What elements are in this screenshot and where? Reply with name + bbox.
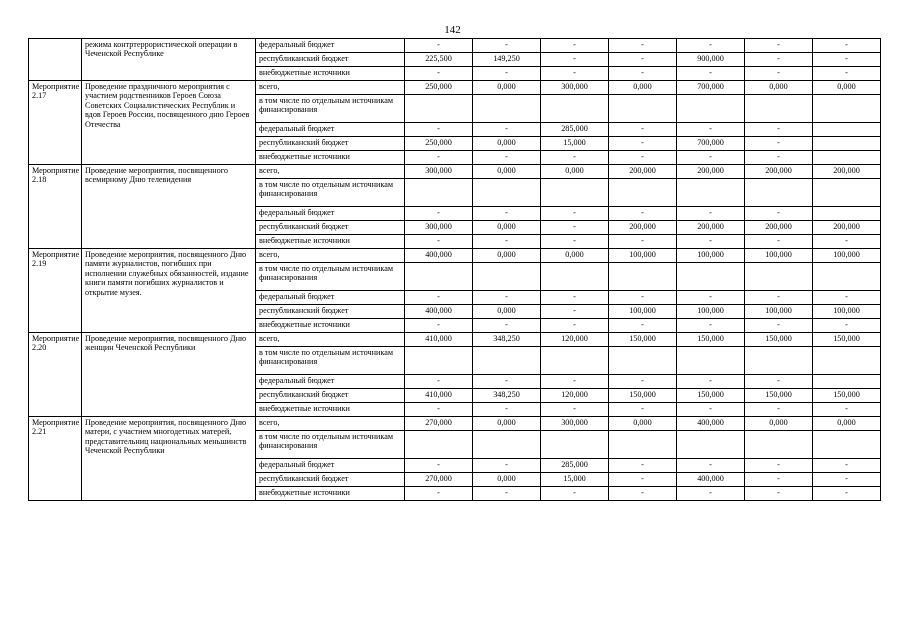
measure-name-cell: Проведение мероприятия, посвященного Дню женщин Чеченской Республики xyxy=(82,333,256,417)
amount-cell: - xyxy=(609,235,677,249)
amount-cell xyxy=(813,137,881,151)
amount-cell: - xyxy=(677,291,745,305)
measure-name-cell: Проведение мероприятия, посвященного всемирному Дню телевидения xyxy=(82,165,256,249)
amount-cell: - xyxy=(405,123,473,137)
amount-cell: - xyxy=(609,39,677,53)
funding-source-cell: республиканский бюджет xyxy=(256,53,405,67)
amount-cell: - xyxy=(813,235,881,249)
table-row xyxy=(29,249,881,263)
amount-cell xyxy=(609,431,677,459)
funding-source-cell: республиканский бюджет xyxy=(256,137,405,151)
amount-cell: 100,000 xyxy=(677,305,745,319)
amount-cell xyxy=(541,431,609,459)
amount-cell: - xyxy=(677,151,745,165)
amount-cell xyxy=(813,431,881,459)
amount-cell: 250,000 xyxy=(405,137,473,151)
amount-cell xyxy=(813,347,881,375)
amount-cell: 150,000 xyxy=(745,389,813,403)
amount-cell: - xyxy=(541,67,609,81)
amount-cell: - xyxy=(609,403,677,417)
amount-cell xyxy=(609,263,677,291)
amount-cell xyxy=(813,95,881,123)
funding-source-cell: всего, xyxy=(256,249,405,263)
amount-cell: - xyxy=(677,375,745,389)
amount-cell: 150,000 xyxy=(677,333,745,347)
amount-cell: - xyxy=(541,221,609,235)
funding-source-cell: республиканский бюджет xyxy=(256,221,405,235)
funding-source-cell: республиканский бюджет xyxy=(256,389,405,403)
amount-cell: - xyxy=(473,459,541,473)
amount-cell: 200,000 xyxy=(813,221,881,235)
amount-cell: - xyxy=(677,123,745,137)
amount-cell: - xyxy=(813,487,881,501)
amount-cell xyxy=(745,95,813,123)
amount-cell: 400,000 xyxy=(677,473,745,487)
amount-cell xyxy=(405,431,473,459)
table-row xyxy=(29,165,881,179)
amount-cell xyxy=(745,347,813,375)
amount-cell: - xyxy=(677,235,745,249)
amount-cell: - xyxy=(609,123,677,137)
amount-cell: - xyxy=(813,67,881,81)
amount-cell: 0,000 xyxy=(473,473,541,487)
funding-source-cell: федеральный бюджет xyxy=(256,459,405,473)
amount-cell: - xyxy=(405,67,473,81)
amount-cell: - xyxy=(609,319,677,333)
amount-cell: 300,000 xyxy=(405,165,473,179)
amount-cell xyxy=(677,95,745,123)
table-row xyxy=(29,81,881,95)
funding-source-cell: в том числе по отдельным источникам финансирования xyxy=(256,347,405,375)
amount-cell: - xyxy=(473,151,541,165)
amount-cell xyxy=(813,151,881,165)
amount-cell: 200,000 xyxy=(609,165,677,179)
amount-cell: - xyxy=(813,403,881,417)
amount-cell: 410,000 xyxy=(405,389,473,403)
measure-name-cell: Проведение мероприятия, посвященного Дню памяти журналистов, погибших при исполнении служебных обязанностей, издание книги памяти погибших журналистов и открытие музея. xyxy=(82,249,256,333)
amount-cell xyxy=(813,263,881,291)
amount-cell: - xyxy=(473,291,541,305)
funding-source-cell: федеральный бюджет xyxy=(256,123,405,137)
amount-cell: - xyxy=(677,403,745,417)
amount-cell: - xyxy=(745,459,813,473)
amount-cell: 100,000 xyxy=(745,305,813,319)
amount-cell: - xyxy=(541,375,609,389)
amount-cell: 15,000 xyxy=(541,473,609,487)
amount-cell: - xyxy=(405,375,473,389)
amount-cell: - xyxy=(405,235,473,249)
measure-name-cell: режима контртеррористической операции в Чеченской Республике xyxy=(82,39,256,81)
amount-cell: - xyxy=(745,137,813,151)
amount-cell: - xyxy=(609,375,677,389)
amount-cell: - xyxy=(541,487,609,501)
amount-cell: 700,000 xyxy=(677,137,745,151)
funding-source-cell: внебюджетные источники xyxy=(256,151,405,165)
amount-cell: - xyxy=(609,487,677,501)
amount-cell: - xyxy=(677,39,745,53)
amount-cell: - xyxy=(609,53,677,67)
amount-cell: 150,000 xyxy=(609,389,677,403)
amount-cell xyxy=(541,263,609,291)
budget-table-body xyxy=(29,39,881,501)
amount-cell: - xyxy=(813,473,881,487)
amount-cell: 300,000 xyxy=(541,417,609,431)
amount-cell xyxy=(813,179,881,207)
amount-cell: - xyxy=(609,473,677,487)
funding-source-cell: внебюджетные источники xyxy=(256,319,405,333)
amount-cell: - xyxy=(813,319,881,333)
amount-cell xyxy=(609,95,677,123)
amount-cell: - xyxy=(541,319,609,333)
amount-cell: 348,250 xyxy=(473,333,541,347)
amount-cell: - xyxy=(541,291,609,305)
amount-cell: 200,000 xyxy=(677,221,745,235)
amount-cell: 149,250 xyxy=(473,53,541,67)
amount-cell: 200,000 xyxy=(609,221,677,235)
amount-cell: 0,000 xyxy=(473,165,541,179)
funding-source-cell: всего, xyxy=(256,333,405,347)
amount-cell: - xyxy=(473,487,541,501)
amount-cell: 0,000 xyxy=(473,305,541,319)
amount-cell: - xyxy=(405,151,473,165)
amount-cell: - xyxy=(745,487,813,501)
amount-cell: 200,000 xyxy=(813,165,881,179)
amount-cell: - xyxy=(745,291,813,305)
amount-cell: 200,000 xyxy=(745,165,813,179)
amount-cell: 410,000 xyxy=(405,333,473,347)
funding-source-cell: внебюджетные источники xyxy=(256,235,405,249)
amount-cell xyxy=(677,263,745,291)
measure-name-cell: Проведение мероприятия, посвященного Дню матери, с участием многодетных матерей, представительниц национальных меньшинств Чеченской Республики xyxy=(82,417,256,501)
amount-cell: - xyxy=(745,123,813,137)
amount-cell: 0,000 xyxy=(473,221,541,235)
amount-cell: - xyxy=(473,319,541,333)
amount-cell: 400,000 xyxy=(405,305,473,319)
funding-source-cell: всего, xyxy=(256,165,405,179)
funding-source-cell: внебюджетные источники xyxy=(256,487,405,501)
amount-cell: 0,000 xyxy=(473,249,541,263)
amount-cell: - xyxy=(745,151,813,165)
amount-cell: - xyxy=(813,291,881,305)
amount-cell: - xyxy=(745,207,813,221)
amount-cell: 270,000 xyxy=(405,417,473,431)
amount-cell xyxy=(813,375,881,389)
funding-source-cell: в том числе по отдельным источникам финансирования xyxy=(256,179,405,207)
amount-cell: - xyxy=(473,403,541,417)
amount-cell: - xyxy=(813,39,881,53)
amount-cell: 150,000 xyxy=(677,389,745,403)
funding-source-cell: в том числе по отдельным источникам финансирования xyxy=(256,263,405,291)
table-row xyxy=(29,417,881,431)
amount-cell: - xyxy=(745,53,813,67)
budget-table xyxy=(28,38,881,501)
amount-cell: - xyxy=(813,53,881,67)
amount-cell xyxy=(405,263,473,291)
measure-code-cell xyxy=(29,39,82,81)
amount-cell: - xyxy=(405,291,473,305)
amount-cell: - xyxy=(609,459,677,473)
amount-cell: - xyxy=(609,207,677,221)
amount-cell: 0,000 xyxy=(541,165,609,179)
amount-cell: 285,000 xyxy=(541,459,609,473)
funding-source-cell: в том числе по отдельным источникам финансирования xyxy=(256,431,405,459)
amount-cell xyxy=(677,347,745,375)
amount-cell: 200,000 xyxy=(745,221,813,235)
amount-cell xyxy=(473,179,541,207)
amount-cell: 100,000 xyxy=(813,305,881,319)
amount-cell: 250,000 xyxy=(405,81,473,95)
funding-source-cell: федеральный бюджет xyxy=(256,39,405,53)
funding-source-cell: федеральный бюджет xyxy=(256,291,405,305)
amount-cell: - xyxy=(745,403,813,417)
measure-code-cell: Мероприятие 2.19 xyxy=(29,249,82,333)
amount-cell: - xyxy=(677,207,745,221)
amount-cell: - xyxy=(541,151,609,165)
amount-cell xyxy=(541,95,609,123)
amount-cell: - xyxy=(541,207,609,221)
measure-code-cell: Мероприятие 2.20 xyxy=(29,333,82,417)
amount-cell: - xyxy=(473,123,541,137)
table-row xyxy=(29,39,881,53)
amount-cell: 15,000 xyxy=(541,137,609,151)
amount-cell xyxy=(405,347,473,375)
funding-source-cell: федеральный бюджет xyxy=(256,207,405,221)
funding-source-cell: внебюджетные источники xyxy=(256,403,405,417)
amount-cell xyxy=(541,179,609,207)
amount-cell: - xyxy=(677,319,745,333)
amount-cell: 100,000 xyxy=(745,249,813,263)
table-row xyxy=(29,333,881,347)
amount-cell: - xyxy=(677,67,745,81)
amount-cell xyxy=(473,347,541,375)
amount-cell: - xyxy=(609,67,677,81)
amount-cell: - xyxy=(541,53,609,67)
amount-cell: 400,000 xyxy=(677,417,745,431)
funding-source-cell: в том числе по отдельным источникам финансирования xyxy=(256,95,405,123)
page-number: 142 xyxy=(444,24,461,36)
amount-cell xyxy=(473,95,541,123)
amount-cell: 150,000 xyxy=(609,333,677,347)
amount-cell xyxy=(813,207,881,221)
amount-cell: 150,000 xyxy=(813,389,881,403)
amount-cell: 900,000 xyxy=(677,53,745,67)
amount-cell: 0,000 xyxy=(745,417,813,431)
funding-source-cell: всего, xyxy=(256,81,405,95)
amount-cell: - xyxy=(745,235,813,249)
amount-cell xyxy=(745,263,813,291)
amount-cell: 100,000 xyxy=(609,249,677,263)
amount-cell xyxy=(405,179,473,207)
amount-cell: - xyxy=(473,235,541,249)
amount-cell: 0,000 xyxy=(813,417,881,431)
amount-cell xyxy=(745,431,813,459)
amount-cell xyxy=(677,179,745,207)
amount-cell: - xyxy=(541,403,609,417)
amount-cell: - xyxy=(473,207,541,221)
amount-cell xyxy=(541,347,609,375)
amount-cell: - xyxy=(745,39,813,53)
measure-code-cell: Мероприятие 2.18 xyxy=(29,165,82,249)
amount-cell: 100,000 xyxy=(677,249,745,263)
amount-cell: 270,000 xyxy=(405,473,473,487)
amount-cell: - xyxy=(541,39,609,53)
amount-cell: - xyxy=(405,319,473,333)
amount-cell: 225,500 xyxy=(405,53,473,67)
amount-cell: 0,000 xyxy=(473,137,541,151)
amount-cell: 285,000 xyxy=(541,123,609,137)
amount-cell: - xyxy=(405,39,473,53)
amount-cell: 200,000 xyxy=(677,165,745,179)
amount-cell: - xyxy=(541,305,609,319)
amount-cell: 300,000 xyxy=(405,221,473,235)
amount-cell: 0,000 xyxy=(541,249,609,263)
amount-cell xyxy=(405,95,473,123)
funding-source-cell: республиканский бюджет xyxy=(256,473,405,487)
amount-cell xyxy=(745,179,813,207)
amount-cell: - xyxy=(745,319,813,333)
measure-name-cell: Проведение праздничного мероприятия с участием родственников Героев Союза Советских Социалистических Республик и вдов Героев России, посвященного дню Героев Отечества xyxy=(82,81,256,165)
amount-cell: 120,000 xyxy=(541,333,609,347)
amount-cell: - xyxy=(609,151,677,165)
amount-cell xyxy=(473,263,541,291)
amount-cell: - xyxy=(405,207,473,221)
funding-source-cell: федеральный бюджет xyxy=(256,375,405,389)
amount-cell: - xyxy=(609,291,677,305)
amount-cell: - xyxy=(609,137,677,151)
amount-cell xyxy=(473,431,541,459)
amount-cell: 0,000 xyxy=(745,81,813,95)
funding-source-cell: республиканский бюджет xyxy=(256,305,405,319)
amount-cell xyxy=(813,123,881,137)
amount-cell: - xyxy=(745,67,813,81)
amount-cell: - xyxy=(677,487,745,501)
amount-cell: - xyxy=(473,39,541,53)
amount-cell: 300,000 xyxy=(541,81,609,95)
funding-source-cell: всего, xyxy=(256,417,405,431)
amount-cell: 348,250 xyxy=(473,389,541,403)
amount-cell: - xyxy=(405,459,473,473)
amount-cell: - xyxy=(745,473,813,487)
amount-cell: 0,000 xyxy=(473,417,541,431)
amount-cell: - xyxy=(405,487,473,501)
funding-source-cell: внебюджетные источники xyxy=(256,67,405,81)
amount-cell: - xyxy=(541,235,609,249)
amount-cell: 0,000 xyxy=(609,81,677,95)
amount-cell: 400,000 xyxy=(405,249,473,263)
measure-code-cell: Мероприятие 2.17 xyxy=(29,81,82,165)
amount-cell: 150,000 xyxy=(813,333,881,347)
amount-cell: - xyxy=(405,403,473,417)
amount-cell: - xyxy=(473,375,541,389)
measure-code-cell: Мероприятие 2.21 xyxy=(29,417,82,501)
amount-cell: 100,000 xyxy=(813,249,881,263)
amount-cell: - xyxy=(745,375,813,389)
amount-cell xyxy=(609,179,677,207)
amount-cell: - xyxy=(813,459,881,473)
amount-cell: 0,000 xyxy=(473,81,541,95)
amount-cell: 0,000 xyxy=(813,81,881,95)
amount-cell xyxy=(609,347,677,375)
amount-cell: 700,000 xyxy=(677,81,745,95)
amount-cell: - xyxy=(677,459,745,473)
amount-cell xyxy=(677,431,745,459)
amount-cell: 0,000 xyxy=(609,417,677,431)
amount-cell: - xyxy=(473,67,541,81)
amount-cell: 150,000 xyxy=(745,333,813,347)
amount-cell: 120,000 xyxy=(541,389,609,403)
amount-cell: 100,000 xyxy=(609,305,677,319)
